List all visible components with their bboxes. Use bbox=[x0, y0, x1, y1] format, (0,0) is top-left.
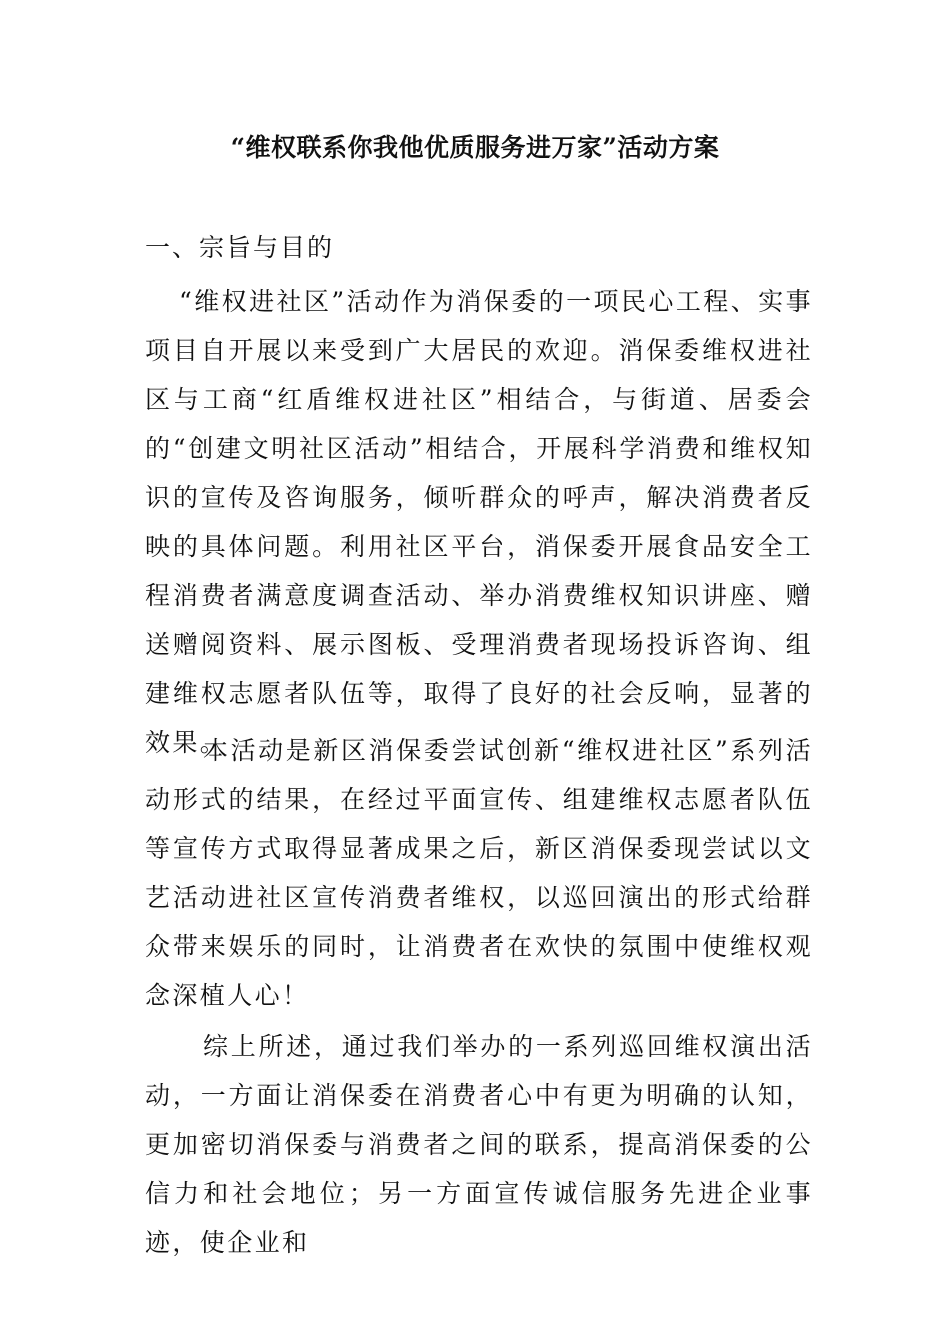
paragraph-2: 本活动是新区消保委尝试创新“维权进社区”系列活动形式的结果，在经过平面宣传、组建维权志愿者队伍等宣传方式取得显著成果之后，新区消保委现尝试以文艺活动进社区宣传消费者维权，以巡回演出的形式给群众带来娱乐的同时，让消费者在欢快的氛围中使维权观念深植人心！ bbox=[145, 736, 813, 1010]
paragraph-3: 综上所述，通过我们举办的一系列巡回维权演出活动，一方面让消保委在消费者心中有更为明确的认知，更加密切消保委与消费者之间的联系，提高消保委的公信力和社会地位；另一方面宣传诚信服务先进企业事迹，使企业和 bbox=[145, 1032, 813, 1257]
paragraph-1: “维权进社区”活动作为消保委的一项民心工程、实事项目自开展以来受到广大居民的欢迎。消保委维权进社区与工商“红盾维权进社区”相结合，与街道、居委会的“创建文明社区活动”相结合，开展科学消费和维权知识的宣传及咨询服务，倾听群众的呼声，解决消费者反映的具体问题。利用社区平台，消保委开展食品安全工程消费者满意度调查活动、举办消费维权知识讲座、赠送赠阅资料、展示图板、受理消费者现场投诉咨询、组建维权志愿者队伍等，取得了良好的社会反响，显著的效果。 bbox=[145, 287, 813, 757]
document-title: “维权联系你我他优质服务进万家”活动方案 bbox=[230, 133, 720, 162]
section-heading: 一、宗旨与目的 bbox=[145, 233, 335, 262]
